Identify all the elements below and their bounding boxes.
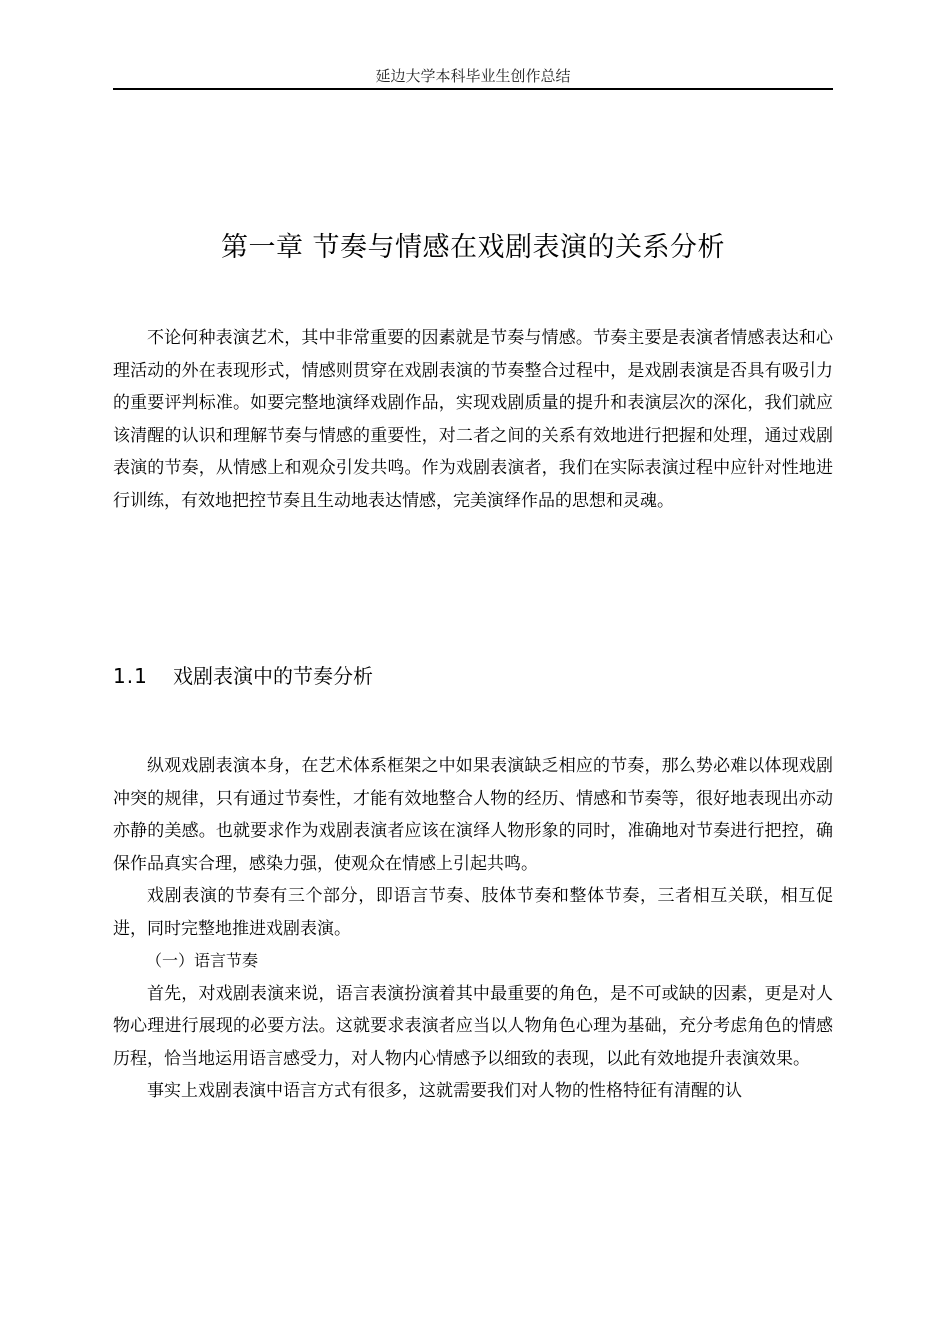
header-rule <box>113 88 833 90</box>
section-heading <box>113 660 833 692</box>
subsection-heading: （一）语言节奏 <box>146 951 259 970</box>
chapter-title: 第一章 节奏与情感在戏剧表演的关系分析 <box>220 232 726 263</box>
body-paragraph: 纵观戏剧表演本身，在艺术体系框架之中如果表演缺乏相应的节奏，那么势必难以体现戏剧冲突的规律，只有通过节奏性，才能有效地整合人物的经历、情感和节奏等，很好地表现出亦动亦静的美感。也就要求作为戏剧表演者应该在演绎人物形象的同时，准确地对节奏进行把控，确保作品真实合理，感染力强，使观众在情感上引起共鸣。 <box>113 756 833 874</box>
chapter-intro <box>113 322 833 517</box>
body-paragraph: 首先，对戏剧表演来说，语言表演扮演着其中最重要的角色，是不可或缺的因素，更是对人物心理进行展现的必要方法。这就要求表演者应当以人物角色心理为基础，充分考虑角色的情感历程，恰当地运用语言感受力，对人物内心情感予以细致的表现，以此有效地提升表演效果。 <box>113 983 833 1069</box>
running-header: 延边大学本科毕业生创作总结 <box>375 67 571 85</box>
body-paragraph: 戏剧表演的节奏有三个部分，即语言节奏、肢体节奏和整体节奏，三者相互关联，相互促进，同时完整地推进戏剧表演。 <box>113 886 833 939</box>
section-body <box>113 750 833 1108</box>
body-paragraph: 事实上戏剧表演中语言方式有很多，这就需要我们对人物的性格特征有清醒的认 <box>147 1081 742 1101</box>
section-number: 1.1 <box>113 664 148 688</box>
intro-paragraph: 不论何种表演艺术，其中非常重要的因素就是节奏与情感。节奏主要是表演者情感表达和心理活动的外在表现形式，情感则贯穿在戏剧表演的节奏整合过程中，是戏剧表演是否具有吸引力的重要评判标准。如要完整地演绎戏剧作品，实现戏剧质量的提升和表演层次的深化，我们就应该清醒的认识和理解节奏与情感的重要性，对二者之间的关系有效地进行把握和处理，通过戏剧表演的节奏，从情感上和观众引发共鸣。作为戏剧表演者，我们在实际表演过程中应针对性地进行训练，有效地把控节奏且生动地表达情感，完美演绎作品的思想和灵魂。 <box>113 328 833 511</box>
section-title: 戏剧表演中的节奏分析 <box>173 664 373 688</box>
